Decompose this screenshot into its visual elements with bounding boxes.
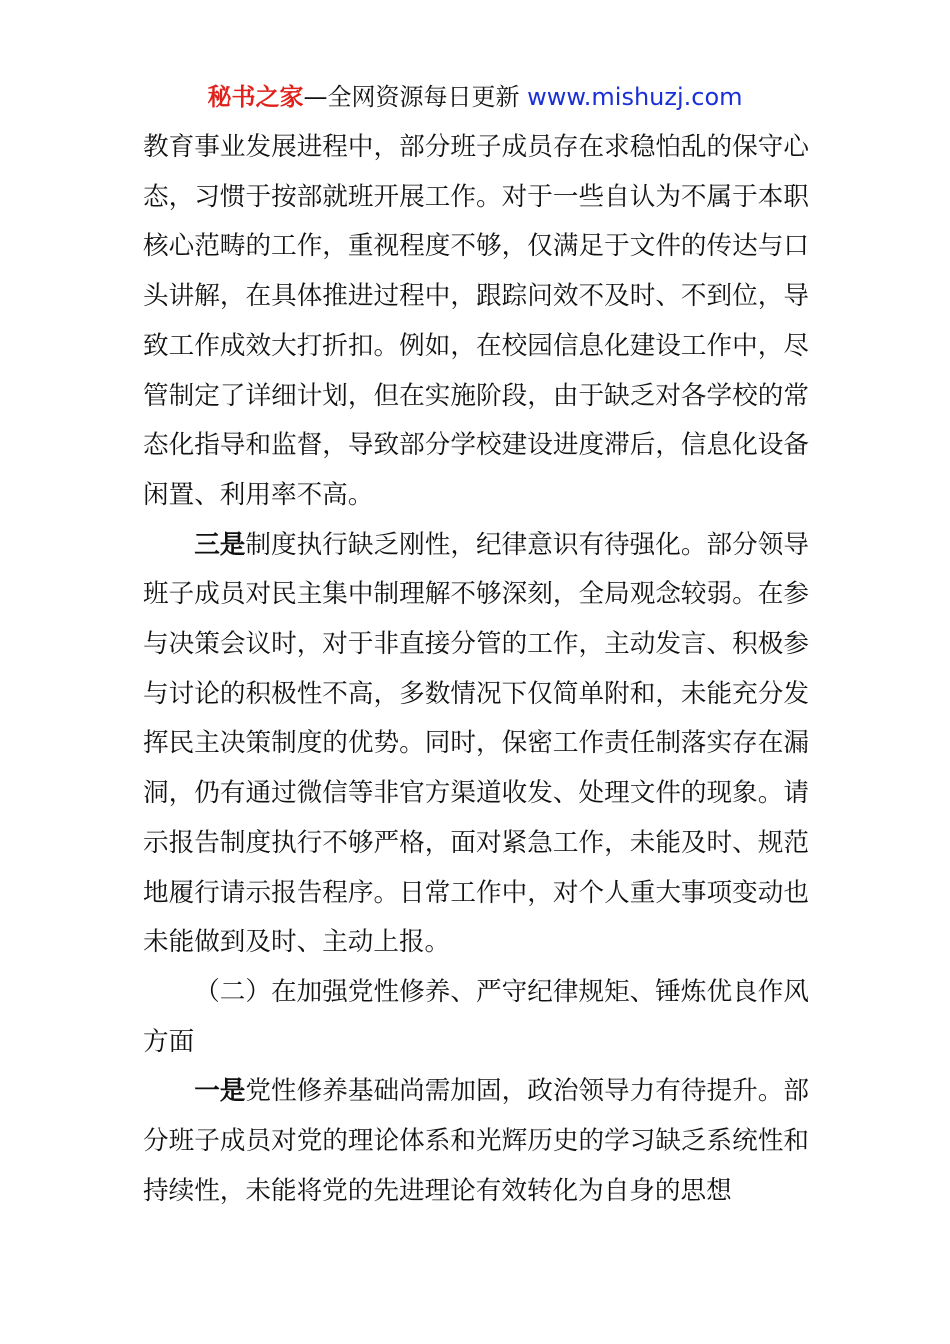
paragraph-lead: 一是 (194, 1076, 246, 1107)
paragraph-continuation (143, 123, 809, 521)
section-heading (143, 968, 809, 1067)
paragraph-lead: 三是 (194, 529, 246, 560)
header-tagline: —全网资源每日更新 (303, 83, 528, 111)
page-header (0, 80, 950, 114)
paragraph-point-three (143, 521, 809, 968)
document-body (143, 123, 809, 1216)
brand-name: 秘书之家 (207, 83, 304, 111)
paragraph-text: 教育事业发展进程中，部分班子成员存在求稳怕乱的保守心态，习惯于按部就班开展工作。对于一些自认为不属于本职核心范畴的工作，重视程度不够，仅满足于文件的传达与口头讲解，在具体推进过程中，跟踪问效不及时、不到位，导致工作成效大打折扣。例如，在校园信息化建设工作中，尽管制定了详细计划，但在实施阶段，由于缺乏对各学校的常态化指导和监督，导致部分学校建设进度滞后，信息化设备闲置、利用率不高。 (143, 132, 809, 510)
section-heading-text: （二）在加强党性修养、严守纪律规矩、锤炼优良作风方面 (143, 976, 809, 1057)
site-url[interactable]: www.mishuzj.com (527, 83, 743, 111)
paragraph-text: 党性修养基础尚需加固，政治领导力有待提升。部分班子成员对党的理论体系和光辉历史的学习缺乏系统性和持续性，未能将党的先进理论有效转化为自身的思想 (143, 1076, 809, 1206)
paragraph-point-one (143, 1067, 809, 1216)
paragraph-text: 制度执行缺乏刚性，纪律意识有待强化。部分领导班子成员对民主集中制理解不够深刻，全局观念较弱。在参与决策会议时，对于非直接分管的工作，主动发言、积极参与讨论的积极性不高，多数情况下仅简单附和，未能充分发挥民主决策制度的优势。同时，保密工作责任制落实存在漏洞，仍有通过微信等非官方渠道收发、处理文件的现象。请示报告制度执行不够严格，面对紧急工作，未能及时、规范地履行请示报告程序。日常工作中，对个人重大事项变动也未能做到及时、主动上报。 (143, 529, 809, 958)
